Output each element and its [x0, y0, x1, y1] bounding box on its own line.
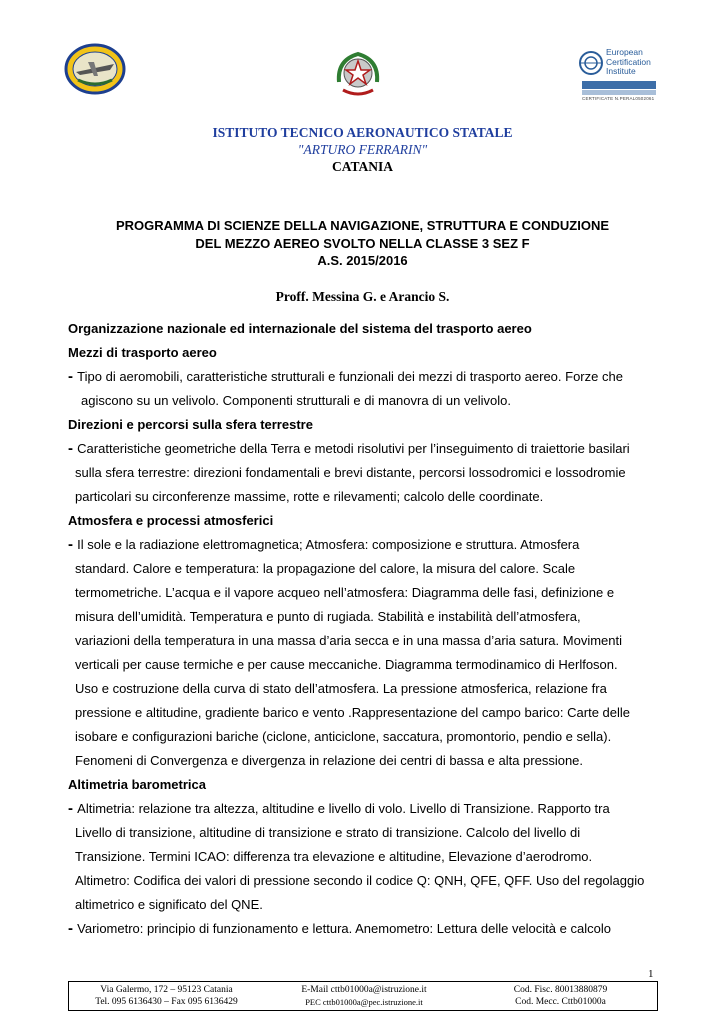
- eci-globe-icon: [578, 50, 604, 76]
- eci-line-1: European: [606, 47, 643, 57]
- paragraph-line: Uso e costruzione della curva di stato dell’atmosfera. La pressione atmosferica, relazione fra: [75, 681, 607, 696]
- paragraph-line: altimetrico e significato del QNE.: [75, 897, 263, 912]
- list-dash: -: [68, 368, 78, 385]
- eci-line-2: Certification: [606, 56, 651, 67]
- paragraph-line: variazioni della temperatura in una massa d’aria secca e in una massa d’aria satura. Movimenti: [75, 633, 622, 648]
- paragraph-text: Altimetria: relazione tra altezza, altitudine e livello di volo. Livello di Transizione. Rapporto tra: [77, 801, 610, 816]
- list-dash: -: [68, 800, 78, 817]
- eci-strip: [582, 81, 656, 89]
- footer-address: Via Galermo, 172 – 95123 Catania: [100, 985, 233, 995]
- paragraph-line: misura dell’umidità. Temperatura e punto di rugiada. Stabilità e instabilità dell’atmosfera,: [75, 609, 581, 624]
- institute-name: ISTITUTO TECNICO AERONAUTICO STATALE: [212, 125, 513, 140]
- list-dash: -: [68, 536, 78, 553]
- paragraph-line: isobare e configurazioni bariche (ciclone, anticiclone, saccatura, promontorio, pendio e sella).: [75, 729, 612, 744]
- footer-box: [68, 981, 658, 1011]
- paragraph-line: [68, 365, 668, 389]
- section-heading: Altimetria barometrica: [68, 777, 206, 792]
- footer-phone: Tel. 095 6136430 – Fax 095 6136429: [95, 997, 238, 1007]
- paragraph-text: Caratteristiche geometriche della Terra e metodi risolutivi per l’inseguimento di traiettorie basilari: [77, 441, 630, 456]
- paragraph-line: sulla sfera terrestre: direzioni fondamentali e brevi distante, percorsi lossodromici e lossodromie: [75, 465, 626, 480]
- paragraph-text: Tipo di aeromobili, caratteristiche strutturali e funzionali dei mezzi di trasporto aereo. Forze che: [77, 369, 623, 384]
- footer-pec: PEC cttb01000a@pec.istruzione.it: [305, 997, 423, 1007]
- program-content: [68, 317, 668, 941]
- eci-line-3: Institute: [606, 66, 636, 76]
- page-number: 1: [648, 968, 654, 980]
- paragraph-line: [68, 797, 668, 821]
- school-year: A.S. 2015/2016: [317, 253, 408, 268]
- paragraph-line: pressione e altitudine, gradiente barico e vento .Rappresentazione del campo barico: Carte delle: [75, 705, 631, 720]
- section-heading: Direzioni e percorsi sulla sfera terrestre: [68, 417, 313, 432]
- list-dash: -: [68, 920, 78, 937]
- institute-city: CATANIA: [331, 159, 393, 174]
- institute-subtitle: "ARTURO FERRARIN": [297, 142, 428, 157]
- school-emblem-logo: [64, 42, 126, 96]
- professors: Proff. Messina G. e Arancio S.: [275, 289, 450, 304]
- paragraph-line: verticali per cause termiche e per cause meccaniche. Diagramma termodinamico di Herlfoson.: [75, 657, 618, 672]
- paragraph-line: Transizione. Termini ICAO: differenza tra elevazione e altitudine, Elevazione d’aerodromo.: [75, 849, 593, 864]
- section-heading: Mezzi di trasporto aereo: [68, 345, 217, 360]
- program-title-line-1: PROGRAMMA DI SCIENZE DELLA NAVIGAZIONE, STRUTTURA E CONDUZIONE: [115, 218, 610, 233]
- paragraph-text: Variometro: principio di funzionamento e lettura. Anemometro: Lettura delle velocità e calcolo: [77, 921, 611, 936]
- paragraph-line: agiscono su un velivolo. Componenti strutturali e di manovra di un velivolo.: [81, 393, 511, 408]
- paragraph-line: Fenomeni di Convergenza e divergenza in relazione dei centri di bassa e alta pressione.: [75, 753, 584, 768]
- section-heading: Organizzazione nazionale ed internazionale del sistema del trasporto aereo: [68, 321, 532, 336]
- list-dash: -: [68, 440, 78, 457]
- program-title-line-2: DEL MEZZO AEREO SVOLTO NELLA CLASSE 3 SEZ F: [195, 236, 530, 251]
- paragraph-line: [68, 437, 668, 461]
- paragraph-line: [68, 917, 668, 941]
- paragraph-line: particolari su circonferenze massime, rotte e rilevamenti; calcolo delle coordinate.: [75, 489, 544, 504]
- paragraph-line: Altimetro: Codifica dei valori di pressione secondo il codice Q: QNH, QFE, QFF. Uso del regolaggio: [75, 873, 645, 888]
- footer-fiscal-code: Cod. Fisc. 80013880879: [513, 985, 608, 995]
- eci-certificate: CERTIFICATE N.PERAL0502061: [582, 96, 655, 101]
- european-certification-logo: [578, 48, 658, 102]
- paragraph-text: Il sole e la radiazione elettromagnetica; Atmosfera: composizione e struttura. Atmosfera: [77, 537, 580, 552]
- paragraph-line: [68, 533, 668, 557]
- footer-email: E-Mail cttb01000a@istruzione.it: [301, 985, 427, 995]
- footer-mech-code: Cod. Mecc. Cttb01000a: [515, 997, 606, 1007]
- section-heading: Atmosfera e processi atmosferici: [68, 513, 274, 528]
- paragraph-line: Livello di transizione, altitudine di transizione e strato di transizione. Calcolo del livello di: [75, 825, 581, 840]
- paragraph-line: standard. Calore e temperatura: la propagazione del calore, la misura del calore. Scale: [75, 561, 576, 576]
- italian-republic-emblem: [333, 46, 383, 100]
- paragraph-line: termometriche. L’acqua e il vapore acqueo nell’atmosfera: Diagramma delle fasi, definizione e: [75, 585, 615, 600]
- eci-strip-light: [582, 90, 656, 95]
